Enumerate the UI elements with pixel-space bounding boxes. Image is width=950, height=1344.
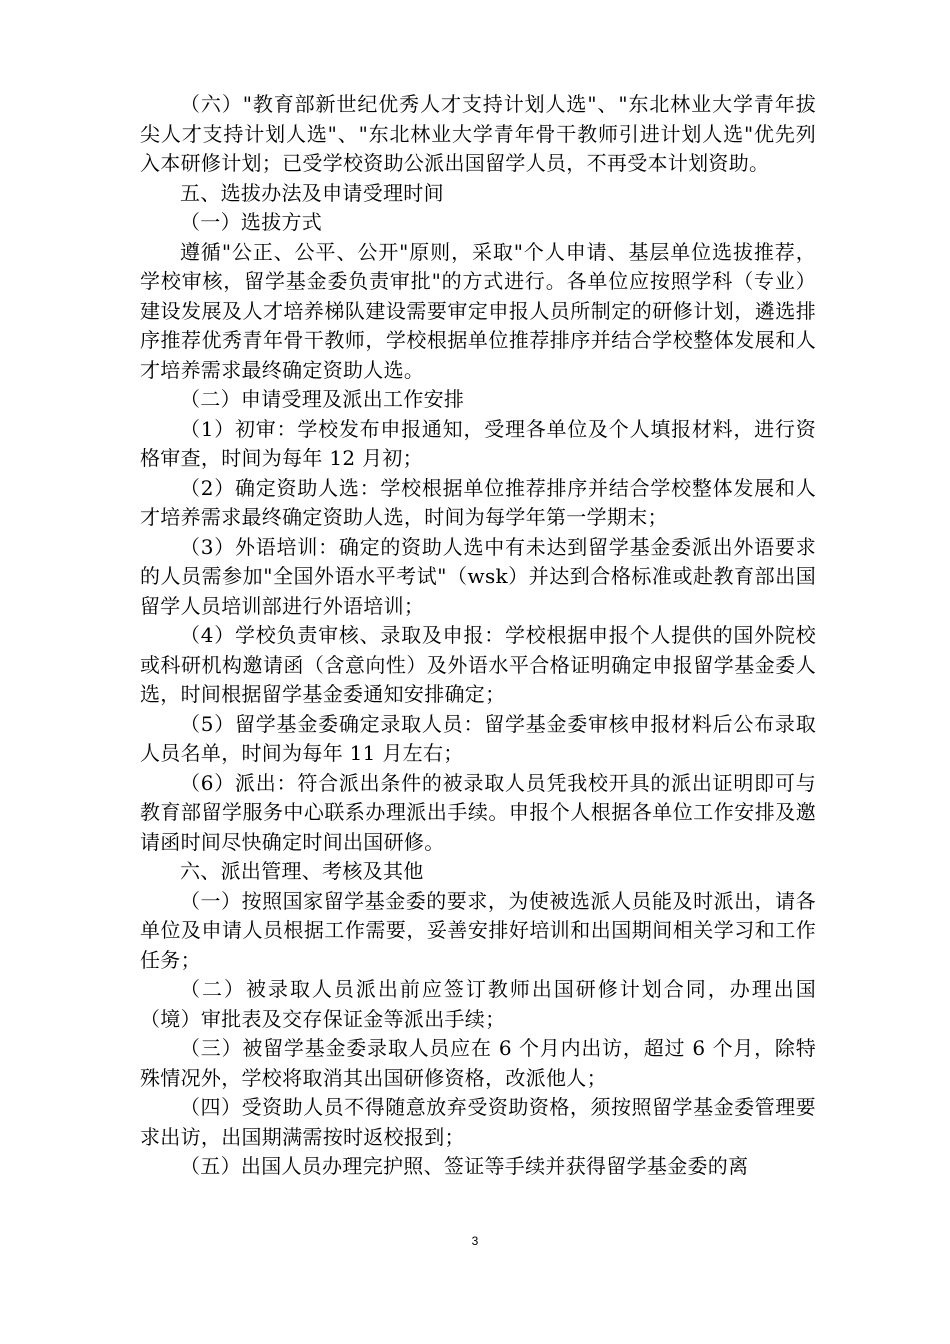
paragraph-management-2: （二）被录取人员派出前应签订教师出国研修计划合同，办理出国（境）审批表及交存保证金等派出手续；	[140, 977, 816, 1031]
paragraph-step-5: （5）留学基金委确定录取人员：留学基金委审核申报材料后公布录取人员名单，时间为每年 11 月左右；	[140, 711, 816, 765]
page-number: 3	[471, 1234, 479, 1248]
paragraph-step-2: （2）确定资助人选：学校根据单位推荐排序并结合学校整体发展和人才培养需求最终确定资助人选，时间为每学年第一学期末；	[140, 475, 816, 529]
paragraph-selection-method: 遵循"公正、公平、公开"原则，采取"个人申请、基层单位选拔推荐，学校审核，留学基金委负责审批"的方式进行。各单位应按照学科（专业）建设发展及人才培养梯队建设需要审定申报人员所制定的研修计划，遴选排序推荐优秀青年骨干教师，学校根据单位推荐排序并结合学校整体发展和人才培养需求最终确定资助人选。	[140, 239, 816, 382]
paragraph-criteria-6: （六）"教育部新世纪优秀人才支持计划人选"、"东北林业大学青年拔尖人才支持计划人选"、"东北林业大学青年骨干教师引进计划人选"优先列入本研修计划；已受学校资助公派出国留学人员，不再受本计划资助。	[140, 92, 816, 175]
document-body	[140, 90, 816, 1182]
paragraph-management-5: （五）出国人员办理完护照、签证等手续并获得留学基金委的离	[180, 1154, 749, 1178]
subheading-selection-method: （一）选拔方式	[180, 210, 323, 234]
heading-section-6: 六、派出管理、考核及其他	[180, 859, 424, 883]
paragraph-step-4: （4）学校负责审核、录取及申报：学校根据申报个人提供的国外院校或科研机构邀请函（含意向性）及外语水平合格证明确定申报留学基金委人选，时间根据留学基金委通知安排确定；	[140, 623, 816, 706]
paragraph-step-1: （1）初审：学校发布申报通知，受理各单位及个人填报材料，进行资格审查，时间为每年 12 月初；	[140, 416, 816, 470]
paragraph-management-4: （四）受资助人员不得随意放弃受资助资格，须按照留学基金委管理要求出访，出国期满需按时返校报到；	[140, 1095, 816, 1149]
subheading-application-schedule: （二）申请受理及派出工作安排	[180, 387, 465, 411]
paragraph-step-6: （6）派出：符合派出条件的被录取人员凭我校开具的派出证明即可与教育部留学服务中心联系办理派出手续。申报个人根据各单位工作安排及邀请函时间尽快确定时间出国研修。	[140, 770, 816, 854]
heading-section-5: 五、选拔办法及申请受理时间	[180, 180, 444, 205]
paragraph-management-3: （三）被留学基金委录取人员应在 6 个月内出访，超过 6 个月，除特殊情况外，学校将取消其出国研修资格，改派他人；	[140, 1036, 816, 1090]
paragraph-step-3: （3）外语培训：确定的资助人选中有未达到留学基金委派出外语要求的人员需参加"全国外语水平考试"（wsk）并达到合格标准或赴教育部出国留学人员培训部进行外语培训；	[140, 534, 816, 618]
paragraph-management-1: （一）按照国家留学基金委的要求，为使被选派人员能及时派出，请各单位及申请人员根据工作需要，妥善安排好培训和出国期间相关学习和工作任务；	[140, 888, 816, 972]
